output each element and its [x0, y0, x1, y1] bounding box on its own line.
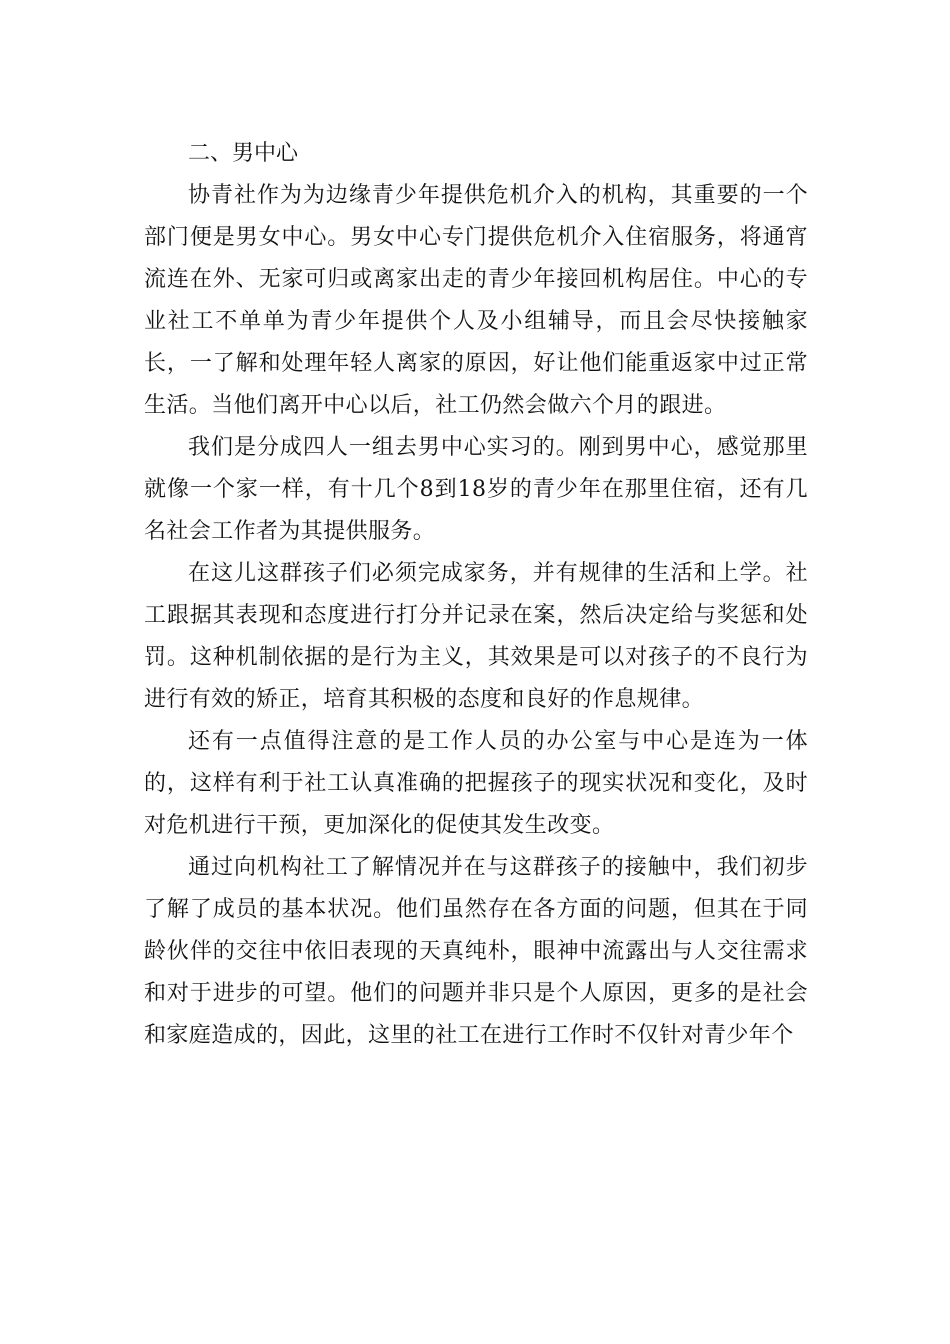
paragraph-routine: 在这儿这群孩子们必须完成家务，并有规律的生活和上学。社工跟据其表现和态度进行打分并记录在案，然后决定给与奖惩和处罚。这种机制依据的是行为主义，其效果是可以对孩子的不良行为进行有效的矫正，培育其积极的态度和良好的作息规律。	[144, 561, 808, 712]
paragraph-intro: 协青社作为为边缘青少年提供危机介入的机构，其重要的一个部门便是男女中心。男女中心专门提供危机介入住宿服务，将通宵流连在外、无家可归或离家出走的青少年接回机构居住。中心的专业社工不单单为青少年提供个人及小组辅导，而且会尽快接触家长，一了解和处理年轻人离家的原因，好让他们能重返家中过正常生活。当他们离开中心以后，社工仍然会做六个月的跟进。	[144, 183, 808, 418]
paragraph-office: 还有一点值得注意的是工作人员的办公室与中心是连为一体的，这样有利于社工认真准确的把握孩子的现实状况和变化，及时对危机进行干预，更加深化的促使其发生改变。	[144, 729, 808, 838]
section-heading: 二、男中心	[188, 141, 299, 166]
paragraph-arrival: 我们是分成四人一组去男中心实习的。刚到男中心，感觉那里就像一个家一样，有十几个8到18岁的青少年在那里住宿，还有几名社会工作者为其提供服务。	[144, 435, 808, 544]
paragraph-observation: 通过向机构社工了解情况并在与这群孩子的接触中，我们初步了解了成员的基本状况。他们虽然存在各方面的问题，但其在于同龄伙伴的交往中依旧表现的天真纯朴，眼神中流露出与人交往需求和对于进步的可望。他们的问题并非只是个人原因，更多的是社会和家庭造成的，因此，这里的社工在进行工作时不仅针对青少年个	[144, 855, 808, 1048]
document-body	[144, 133, 808, 1057]
